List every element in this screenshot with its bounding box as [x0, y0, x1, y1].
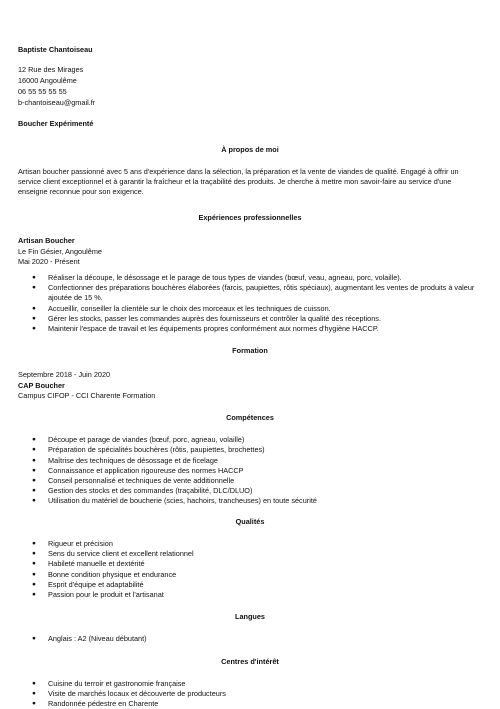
list-item: ● Gérer les stocks, passer les commandes auprès des fournisseurs et contrôler la qualité des réceptions.	[18, 314, 482, 324]
experience-list	[18, 273, 482, 334]
section-title-experience: Expériences professionnelles	[198, 213, 302, 223]
list-item: ● Visite de marchés locaux et découverte de producteurs	[18, 689, 482, 699]
contact-city: 16000 Angoulême	[18, 76, 77, 86]
about-text: Artisan boucher passionné avec 5 ans d'expérience dans la sélection, la préparation et la vente de viandes de qualité. Engagé à offrir un service client exceptionnel et à garantir la fraîcheur et la traçabilité des produits. Je cherche à mettre mon savoir-faire au service d'une enseigne reconnue pour son exigence.	[18, 166, 459, 197]
list-item: ● Cuisine du terroir et gastronomie française	[18, 679, 482, 689]
list-item: ● Utilisation du matériel de boucherie (scies, hachoirs, trancheuses) en toute sécurité	[18, 496, 482, 506]
headline: Boucher Expérimenté	[18, 119, 94, 129]
company: Le Fin Gésier, Angoulême	[18, 246, 102, 256]
contact-street: 12 Rue des Mirages	[18, 65, 84, 75]
list-item: ● Esprit d'équipe et adaptabilité	[18, 580, 482, 590]
interests-list	[18, 679, 482, 709]
list-item: ● Découpe et parage de viandes (bœuf, porc, agneau, volaille)	[18, 435, 482, 445]
list-item: ● Randonnée pédestre en Charente	[18, 699, 482, 709]
section-title-qualities: Qualités	[235, 516, 265, 526]
list-item: ● Maîtrise des techniques de désossage et de ficelage	[18, 456, 482, 466]
job-title: Artisan Boucher	[18, 236, 75, 246]
degree: CAP Boucher	[18, 380, 65, 390]
list-item: ● Habileté manuelle et dextérité	[18, 559, 482, 569]
contact-phone: 06 55 55 55 55	[18, 87, 67, 97]
list-item: ● Bonne condition physique et endurance	[18, 570, 482, 580]
list-item: ● Maintenir l'espace de travail et les équipements propres conformément aux normes d'hygiène HACCP.	[18, 324, 482, 334]
contact-block	[18, 65, 482, 109]
languages-list	[18, 634, 482, 644]
candidate-name: Baptiste Chantoiseau	[18, 45, 93, 54]
list-item: ● Gestion des stocks et des commandes (traçabilité, DLC/DLUO)	[18, 486, 482, 496]
list-item: ● Passion pour le produit et l'artisanat	[18, 590, 482, 600]
job-dates: Mai 2020 - Présent	[18, 256, 80, 266]
list-item: ● Confectionner des préparations bouchères élaborées (farcis, paupiettes, rôtis spéciaux), augmentant les ventes de produits à valeur ajoutée de 15 %.	[18, 283, 482, 303]
list-item: ● Connaissance et application rigoureuse des normes HACCP	[18, 466, 482, 476]
education-dates: Septembre 2018 - Juin 2020	[18, 370, 111, 380]
school: Campus CIFOP - CCI Charente Formation	[18, 390, 156, 400]
section-title-skills: Compétences	[226, 413, 274, 423]
education-entry	[18, 370, 482, 401]
section-title-education: Formation	[232, 346, 268, 356]
list-item: ● Anglais : A2 (Niveau débutant)	[18, 634, 482, 644]
list-item: ● Sens du service client et excellent relationnel	[18, 549, 482, 559]
list-item: ● Préparation de spécialités bouchères (rôtis, paupiettes, brochettes)	[18, 445, 482, 455]
list-item: ● Conseil personnalisé et techniques de vente additionnelle	[18, 476, 482, 486]
list-item: ● Réaliser la découpe, le désossage et le parage de tous types de viandes (bœuf, veau, agneau, porc, volaille).	[18, 273, 482, 283]
section-title-languages: Langues	[234, 612, 265, 622]
skills-list	[18, 435, 482, 506]
list-item: ● Rigueur et précision	[18, 539, 482, 549]
qualities-list	[18, 539, 482, 600]
section-title-interests: Centres d'intérêt	[221, 656, 279, 666]
section-title-about: À propos de moi	[221, 145, 279, 155]
list-item: ● Accueillir, conseiller la clientèle sur le choix des morceaux et les techniques de cuisson.	[18, 304, 482, 314]
experience-entry	[18, 236, 482, 267]
contact-email: b-chantoiseau@gmail.fr	[18, 98, 96, 108]
